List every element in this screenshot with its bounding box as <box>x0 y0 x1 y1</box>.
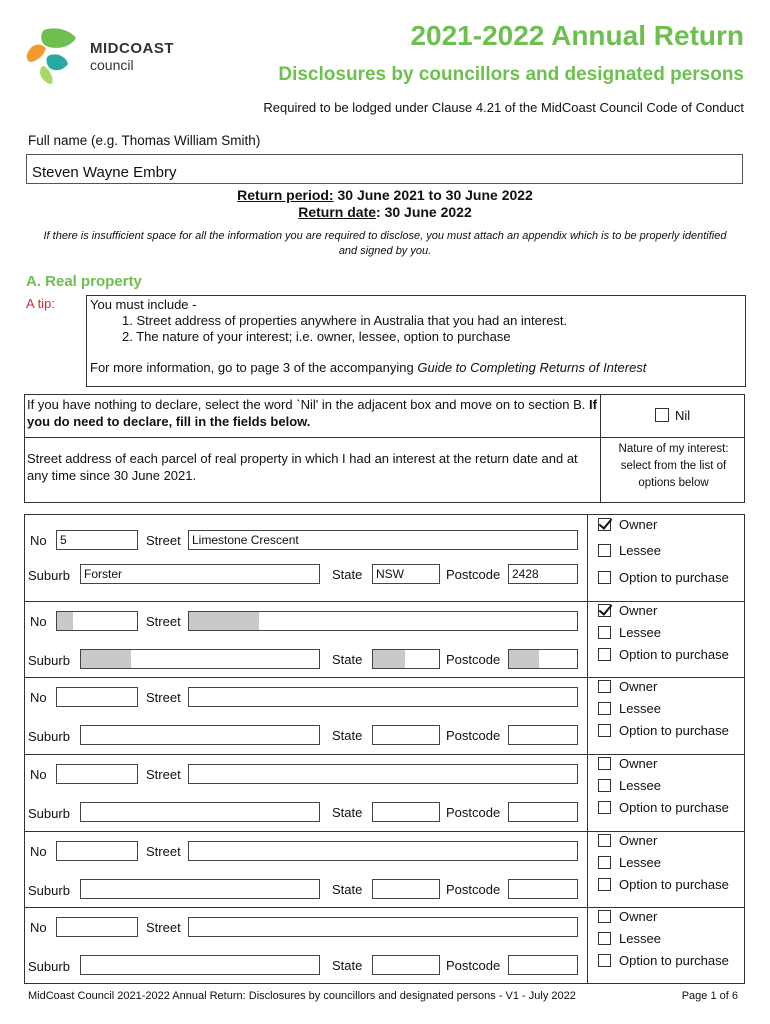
postcode-field[interactable] <box>508 879 578 899</box>
redaction-block <box>509 650 539 668</box>
column-divider <box>587 678 588 755</box>
return-date <box>0 204 770 220</box>
tip-line-2: 1. Street address of properties anywhere in Australia that you had an interest. <box>122 313 568 328</box>
street-label: Street <box>146 614 181 629</box>
postcode-field[interactable] <box>508 802 578 822</box>
redaction-block <box>81 650 131 668</box>
owner-option[interactable] <box>598 679 657 694</box>
owner-checkbox[interactable] <box>598 910 611 923</box>
divider <box>25 437 744 438</box>
option-label: Option to purchase <box>619 953 729 968</box>
lessee-label: Lessee <box>619 931 661 946</box>
divider <box>600 395 601 502</box>
suburb-label: Suburb <box>28 806 70 821</box>
street-field[interactable] <box>188 611 578 631</box>
option-option[interactable] <box>598 570 729 585</box>
street-field[interactable] <box>188 917 578 937</box>
street-field[interactable] <box>188 764 578 784</box>
street-label: Street <box>146 533 181 548</box>
postcode-label: Postcode <box>446 728 501 743</box>
property-row <box>25 678 744 755</box>
postcode-field[interactable]: 2428 <box>508 564 578 584</box>
owner-option[interactable] <box>598 756 657 771</box>
owner-checkbox[interactable] <box>598 604 611 617</box>
state-field[interactable] <box>372 955 440 975</box>
owner-checkbox[interactable] <box>598 518 611 531</box>
no-label: No <box>30 690 47 705</box>
no-label: No <box>30 767 47 782</box>
page-title: 2021-2022 Annual Return <box>410 20 744 51</box>
postcode-field[interactable] <box>508 955 578 975</box>
street-label: Street <box>146 920 181 935</box>
option-option[interactable] <box>598 723 729 738</box>
logo-subtext: council <box>90 57 134 73</box>
declaration-text: If you have nothing to declare, select the word `Nil' in the adjacent box and move on to section B. <box>27 397 590 412</box>
no-field[interactable] <box>56 841 138 861</box>
no-field[interactable] <box>56 611 138 631</box>
tip-line-1: You must include - <box>90 297 197 312</box>
nil-option[interactable] <box>655 408 690 423</box>
street-label: Street <box>146 844 181 859</box>
return-date-label: Return date <box>298 204 377 220</box>
suburb-label: Suburb <box>28 568 70 583</box>
nil-label: Nil <box>675 408 691 423</box>
nature-of-interest-heading: Nature of my interest: select from the list of options below <box>618 443 729 489</box>
state-field[interactable]: NSW <box>372 564 440 584</box>
property-row <box>25 755 744 832</box>
lessee-option[interactable] <box>598 625 661 640</box>
postcode-field[interactable] <box>508 649 578 669</box>
state-label: State <box>332 958 363 973</box>
lessee-option[interactable] <box>598 543 661 558</box>
lessee-checkbox[interactable] <box>598 544 611 557</box>
option-option[interactable] <box>598 953 729 968</box>
page-subtitle: Disclosures by councillors and designated persons <box>278 64 744 85</box>
state-label: State <box>332 652 363 667</box>
no-field[interactable] <box>56 764 138 784</box>
suburb-field[interactable] <box>80 879 320 899</box>
column-divider <box>587 755 588 832</box>
column-divider <box>587 515 588 602</box>
return-date-value: : 30 June 2022 <box>376 204 472 220</box>
option-label: Option to purchase <box>619 570 729 585</box>
nil-checkbox[interactable] <box>655 408 669 422</box>
footer-text: MidCoast Council 2021-2022 Annual Return: Disclosures by councillors and designated persons - V1 - July 2022 <box>28 990 576 1002</box>
street-label: Street <box>146 767 181 782</box>
lessee-label: Lessee <box>619 701 661 716</box>
option-label: Option to purchase <box>619 647 729 662</box>
street-field[interactable] <box>188 841 578 861</box>
declaration-box <box>24 394 745 503</box>
column-divider <box>587 908 588 984</box>
lessee-option[interactable] <box>598 931 661 946</box>
property-row <box>25 908 744 984</box>
owner-label: Owner <box>619 603 658 618</box>
lessee-option[interactable] <box>598 778 661 793</box>
council-logo <box>26 26 186 86</box>
requirement-note: Required to be lodged under Clause 4.21 of the MidCoast Council Code of Conduct <box>263 100 744 115</box>
suburb-label: Suburb <box>28 959 70 974</box>
owner-checkbox[interactable] <box>598 834 611 847</box>
logo-mark-icon <box>26 26 86 86</box>
lessee-checkbox[interactable] <box>598 856 611 869</box>
postcode-label: Postcode <box>446 882 501 897</box>
suburb-field[interactable] <box>80 725 320 745</box>
option-label: Option to purchase <box>619 723 729 738</box>
lessee-label: Lessee <box>619 778 661 793</box>
property-row <box>25 602 744 678</box>
no-field[interactable]: 5 <box>56 530 138 550</box>
no-field[interactable] <box>56 917 138 937</box>
redaction-block <box>57 612 73 630</box>
lessee-label: Lessee <box>619 543 661 558</box>
option-option[interactable] <box>598 647 729 662</box>
lessee-option[interactable] <box>598 855 661 870</box>
street-address-instructions: Street address of each parcel of real property in which I had an interest at the return date and at any time since 30 June 2021. <box>27 451 578 483</box>
full-name-field[interactable]: Steven Wayne Embry <box>26 154 743 184</box>
redaction-block <box>373 650 405 668</box>
no-label: No <box>30 920 47 935</box>
state-field[interactable] <box>372 649 440 669</box>
owner-checkbox[interactable] <box>598 680 611 693</box>
suburb-field[interactable] <box>80 802 320 822</box>
logo-name: MIDCOAST <box>90 40 174 57</box>
return-period-value: 30 June 2021 to 30 June 2022 <box>333 187 533 203</box>
suburb-label: Suburb <box>28 653 70 668</box>
option-checkbox[interactable] <box>598 571 611 584</box>
no-label: No <box>30 614 47 629</box>
lessee-checkbox[interactable] <box>598 626 611 639</box>
option-checkbox[interactable] <box>598 801 611 814</box>
owner-label: Owner <box>619 909 658 924</box>
return-period <box>0 187 770 203</box>
declaration-bold-text: If you do need to declare, fill in the fields below. <box>27 397 597 429</box>
option-option[interactable] <box>598 877 729 892</box>
postcode-label: Postcode <box>446 805 501 820</box>
lessee-checkbox[interactable] <box>598 932 611 945</box>
lessee-checkbox[interactable] <box>598 702 611 715</box>
lessee-checkbox[interactable] <box>598 779 611 792</box>
property-row <box>25 832 744 908</box>
state-label: State <box>332 805 363 820</box>
insufficient-space-note: If there is insufficient space for all the information you are required to disclose, you must attach an appendix which is to be properly identified and signed by you. <box>43 230 727 257</box>
declaration-instructions <box>27 396 597 430</box>
state-label: State <box>332 728 363 743</box>
redaction-block <box>189 612 259 630</box>
street-field[interactable] <box>188 687 578 707</box>
postcode-label: Postcode <box>446 652 501 667</box>
owner-label: Owner <box>619 833 658 848</box>
lessee-label: Lessee <box>619 855 661 870</box>
no-label: No <box>30 844 47 859</box>
state-label: State <box>332 882 363 897</box>
postcode-field[interactable] <box>508 725 578 745</box>
street-label: Street <box>146 690 181 705</box>
option-checkbox[interactable] <box>598 954 611 967</box>
owner-label: Owner <box>619 517 658 532</box>
street-field[interactable]: Limestone Crescent <box>188 530 578 550</box>
suburb-label: Suburb <box>28 883 70 898</box>
state-field[interactable] <box>372 802 440 822</box>
guide-title: Guide to Completing Returns of Interest <box>417 360 647 375</box>
tip-line-4-text: For more information, go to page 3 of the accompanying <box>90 360 418 375</box>
owner-option[interactable] <box>598 517 657 532</box>
state-label: State <box>332 567 363 582</box>
owner-checkbox[interactable] <box>598 757 611 770</box>
state-field[interactable] <box>372 725 440 745</box>
lessee-option[interactable] <box>598 701 661 716</box>
suburb-label: Suburb <box>28 729 70 744</box>
section-a-title: A. Real property <box>26 273 142 290</box>
column-divider <box>587 602 588 678</box>
option-label: Option to purchase <box>619 800 729 815</box>
column-divider <box>587 832 588 908</box>
no-field[interactable] <box>56 687 138 707</box>
owner-label: Owner <box>619 679 658 694</box>
tip-line-3: 2. The nature of your interest; i.e. owner, lessee, option to purchase <box>122 329 511 344</box>
owner-label: Owner <box>619 756 658 771</box>
no-label: No <box>30 533 47 548</box>
option-option[interactable] <box>598 800 729 815</box>
suburb-field[interactable] <box>80 955 320 975</box>
option-label: Option to purchase <box>619 877 729 892</box>
tip-label: A tip: <box>26 296 55 311</box>
option-checkbox[interactable] <box>598 724 611 737</box>
full-name-label: Full name (e.g. Thomas William Smith) <box>28 133 261 148</box>
tip-line-4 <box>90 360 646 376</box>
suburb-field[interactable] <box>80 649 320 669</box>
option-checkbox[interactable] <box>598 878 611 891</box>
property-table <box>24 514 745 984</box>
state-field[interactable] <box>372 879 440 899</box>
tip-box <box>86 295 746 387</box>
owner-option[interactable] <box>598 833 657 848</box>
postcode-label: Postcode <box>446 567 501 582</box>
suburb-field[interactable]: Forster <box>80 564 320 584</box>
page-number: Page 1 of 6 <box>681 990 738 1002</box>
return-period-label: Return period: <box>237 187 334 203</box>
property-row <box>25 515 744 602</box>
owner-option[interactable] <box>598 909 657 924</box>
postcode-label: Postcode <box>446 958 501 973</box>
owner-option[interactable] <box>598 603 657 618</box>
lessee-label: Lessee <box>619 625 661 640</box>
option-checkbox[interactable] <box>598 648 611 661</box>
